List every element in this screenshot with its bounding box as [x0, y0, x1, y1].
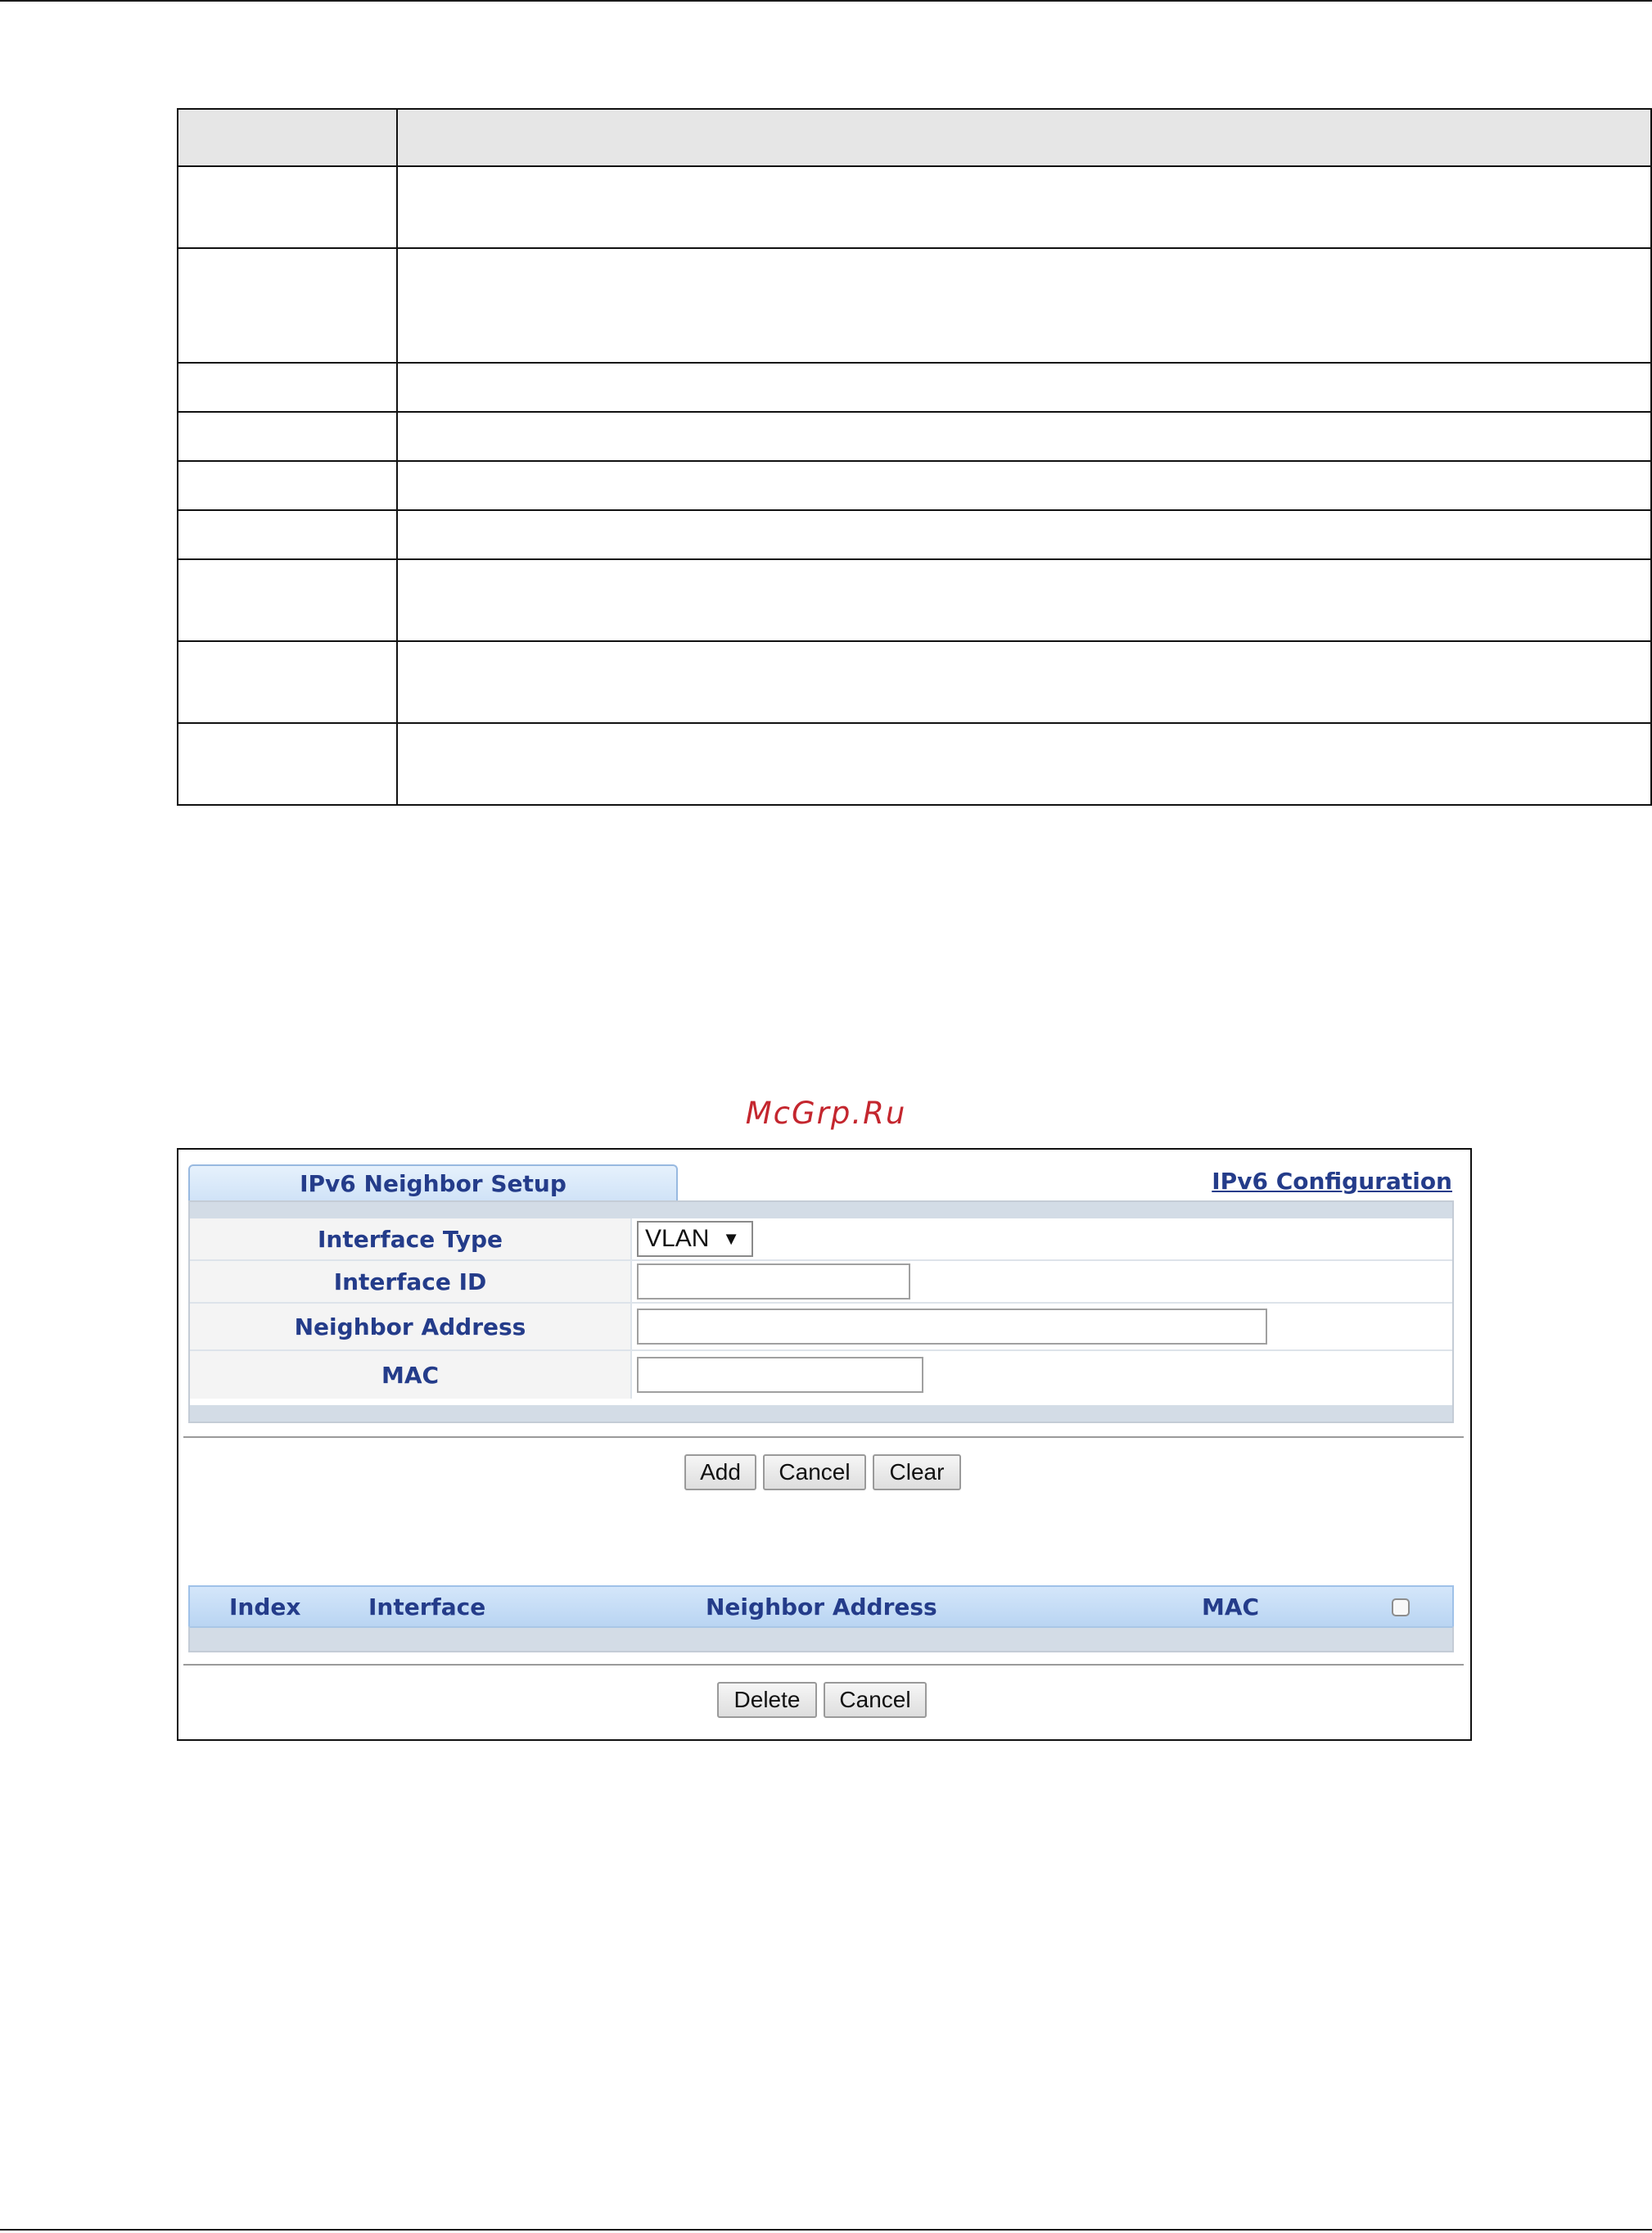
chevron-down-icon: ▼: [722, 1228, 740, 1249]
list-cancel-button[interactable]: Cancel: [824, 1682, 927, 1718]
neighbor-list-body: [188, 1626, 1454, 1652]
table-cell: [178, 510, 397, 559]
interface-type-label: Interface Type: [190, 1218, 632, 1259]
table-row: [178, 510, 1651, 559]
table-cell: [397, 166, 1651, 248]
select-all-checkbox[interactable]: [1392, 1598, 1410, 1616]
table-row: [178, 363, 1651, 412]
separator: [183, 1436, 1464, 1438]
table-cell: [178, 109, 397, 166]
table-row: [178, 723, 1651, 805]
form-row-neighbor-address: [190, 1304, 1452, 1351]
cancel-button[interactable]: Cancel: [763, 1454, 866, 1490]
table-cell: [397, 412, 1651, 461]
table-cell: [397, 510, 1651, 559]
table-row: [178, 166, 1651, 248]
table-row: [178, 412, 1651, 461]
table-cell: [397, 723, 1651, 805]
form-row-interface-type: [190, 1218, 1452, 1261]
table-cell: [397, 641, 1651, 723]
column-header-mac: MAC: [1202, 1593, 1260, 1621]
column-header-index: Index: [229, 1593, 301, 1621]
watermark: McGrp.Ru: [745, 1096, 907, 1131]
table-cell: [178, 641, 397, 723]
table-row: [178, 248, 1651, 363]
tab-ipv6-neighbor-setup[interactable]: IPv6 Neighbor Setup: [188, 1164, 678, 1202]
table-cell: [178, 723, 397, 805]
add-button[interactable]: Add: [684, 1454, 756, 1490]
setup-form: [188, 1200, 1454, 1423]
column-header-interface: Interface: [368, 1593, 486, 1621]
table-cell: [178, 559, 397, 641]
form-row-interface-id: [190, 1261, 1452, 1304]
separator: [183, 1664, 1464, 1666]
mac-input[interactable]: [637, 1357, 923, 1393]
neighbor-list-header: [188, 1585, 1454, 1628]
table-cell: [178, 461, 397, 510]
interface-id-label: Interface ID: [190, 1261, 632, 1302]
interface-type-select[interactable]: [637, 1221, 753, 1257]
mac-label: MAC: [190, 1351, 632, 1399]
form-row-mac: [190, 1351, 1452, 1399]
ipv6-neighbor-setup-screen: [177, 1148, 1472, 1741]
neighbor-address-label: Neighbor Address: [190, 1304, 632, 1349]
interface-type-value: VLAN: [645, 1225, 710, 1252]
interface-id-input[interactable]: [637, 1263, 910, 1300]
table-row: [178, 461, 1651, 510]
table-cell: [178, 248, 397, 363]
table-cell: [178, 363, 397, 412]
column-header-neighbor-address: Neighbor Address: [706, 1593, 937, 1621]
form-band: [190, 1202, 1452, 1218]
clear-button[interactable]: Clear: [873, 1454, 961, 1490]
table-cell: [397, 109, 1651, 166]
table-cell: [397, 461, 1651, 510]
table-row: [178, 559, 1651, 641]
table-header-row: [178, 109, 1651, 166]
table-cell: [178, 412, 397, 461]
table-cell: [397, 248, 1651, 363]
form-band: [190, 1405, 1452, 1422]
table-row: [178, 641, 1651, 723]
table-cell: [397, 363, 1651, 412]
table-cell: [397, 559, 1651, 641]
ipv6-configuration-link[interactable]: IPv6 Configuration: [1212, 1168, 1452, 1195]
page-bottom-rule: [0, 2229, 1652, 2231]
delete-button[interactable]: Delete: [717, 1682, 817, 1718]
page-top-rule: [0, 0, 1652, 2]
neighbor-address-input[interactable]: [637, 1309, 1267, 1345]
table-cell: [178, 166, 397, 248]
description-table: [177, 108, 1652, 806]
